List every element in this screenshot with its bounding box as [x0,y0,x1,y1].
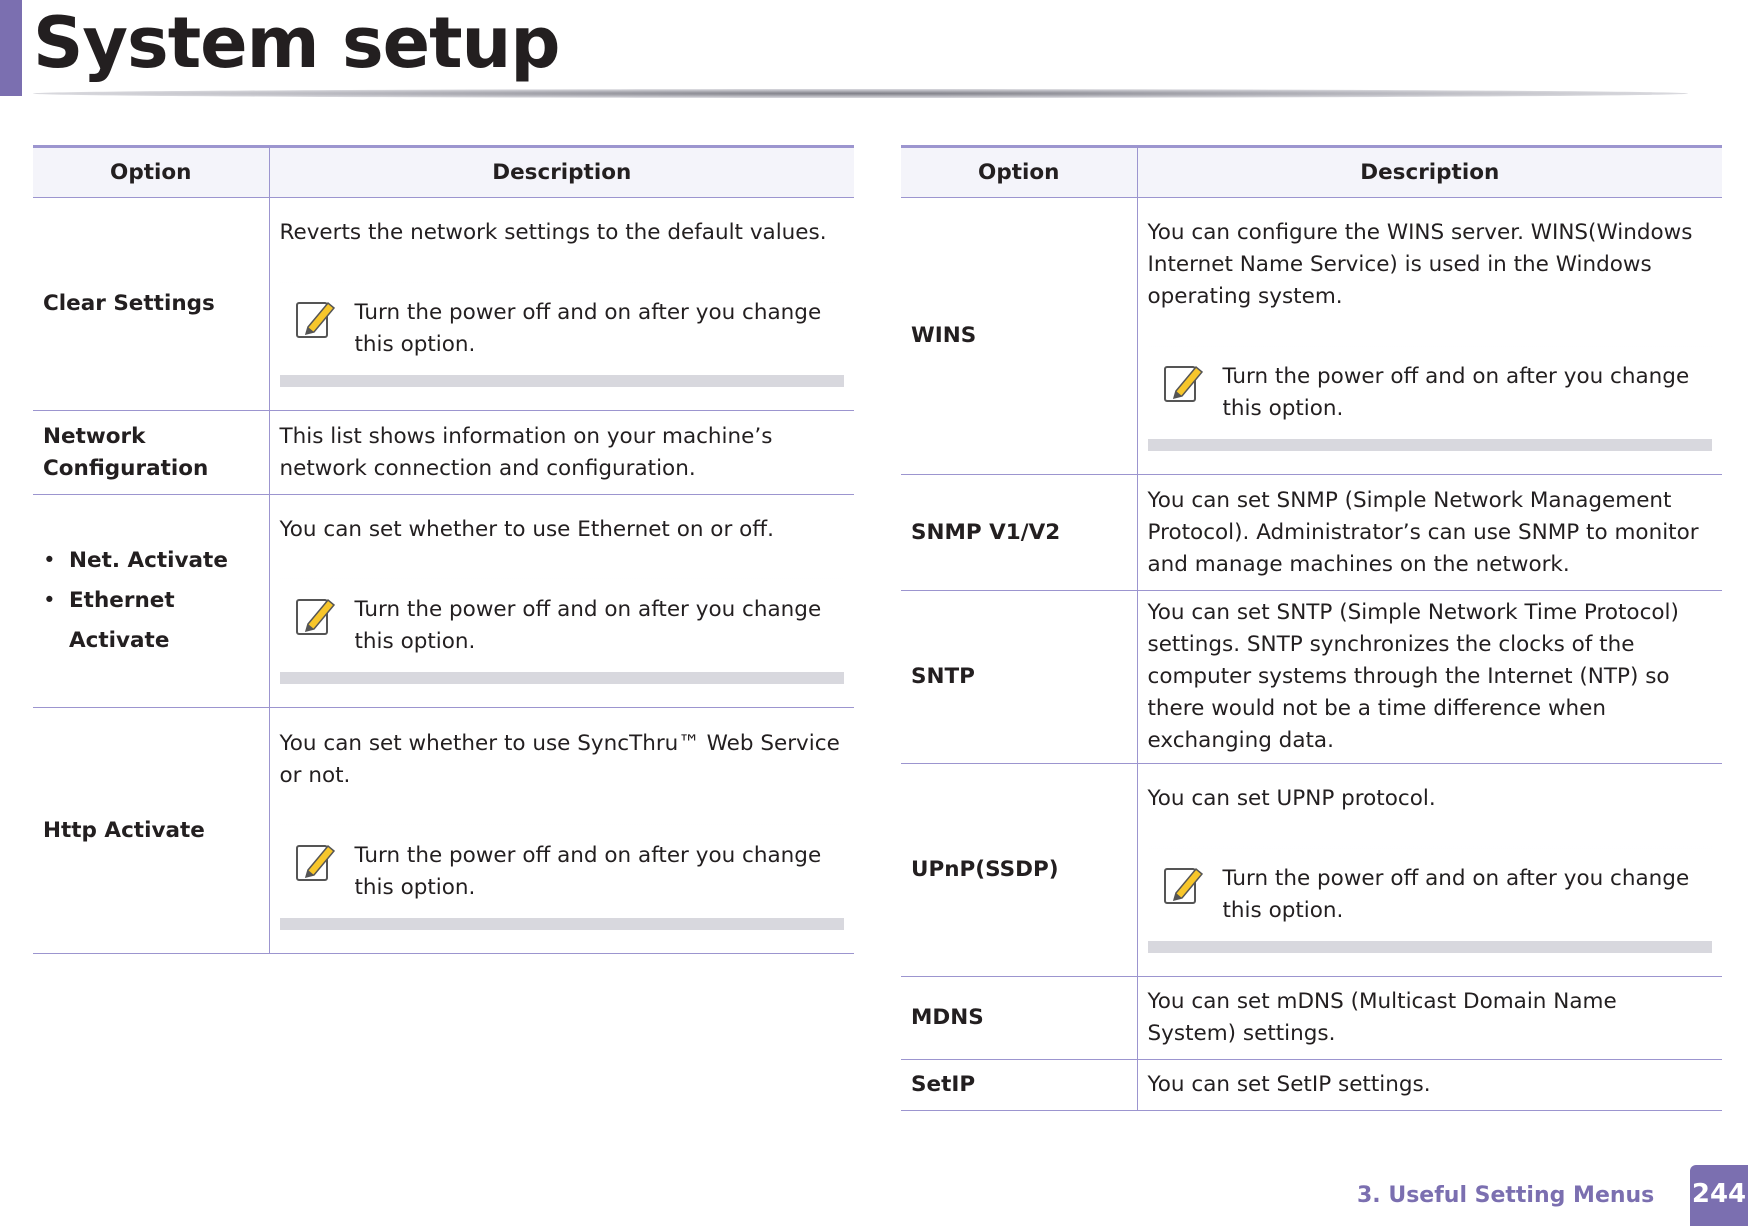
note-text: Turn the power off and on after you change this option. [354,300,822,357]
note-box [1148,335,1713,451]
note-box [280,814,845,930]
bullet-list [41,541,259,661]
note-box [280,271,845,387]
table-row [901,591,1722,764]
pencil-note-icon [294,840,338,884]
footer-section-title: 3. Useful Setting Menus [1357,1183,1655,1208]
table-header-row [901,147,1722,198]
description-cell [269,708,854,954]
description-text: Reverts the network settings to the default values. [279,220,827,245]
bullet-item: • Ethernet Activate [41,581,259,661]
description-text: You can set UPNP protocol. [1147,786,1436,811]
pencil-note-icon [294,297,338,341]
description-column-header: Description [269,147,854,198]
note-text: Turn the power off and on after you change this option. [1222,866,1690,923]
option-name: Network Configuration [33,411,269,495]
description-text: You can set whether to use Ethernet on or off. [279,517,774,542]
pencil-note-icon [294,594,338,638]
description-cell [1137,198,1722,475]
right-options-table [901,145,1722,1111]
page-number: 244 [1690,1165,1748,1226]
description-text: You can set mDNS (Multicast Domain Name System) settings. [1137,977,1722,1060]
option-column-header: Option [33,147,269,198]
option-name-list [33,495,269,708]
option-name: UPnP(SSDP) [901,764,1137,977]
page-title: System setup [33,2,560,84]
left-options-table [33,145,854,954]
description-text: You can set whether to use SyncThru™ Web Service or not. [279,730,840,788]
description-text: You can configure the WINS server. WINS(Windows Internet Name Service) is used in the Windows operating system. [1147,220,1693,309]
description-text: This list shows information on your machine’s network connection and configuration. [269,411,854,495]
table-row [33,495,854,708]
pencil-note-icon [1162,361,1206,405]
option-name: WINS [901,198,1137,475]
note-box [280,568,845,684]
description-column-header: Description [1137,147,1722,198]
table-row [33,708,854,954]
table-row [901,475,1722,591]
description-text: You can set SNMP (Simple Network Management Protocol). Administrator’s can use SNMP to monitor and manage machines on the network. [1137,475,1722,591]
table-row [901,1060,1722,1111]
note-box [1148,837,1713,953]
option-column-header: Option [901,147,1137,198]
option-name: Clear Settings [33,198,269,411]
table-row [901,198,1722,475]
table-row [33,411,854,495]
note-text: Turn the power off and on after you change this option. [1222,364,1690,421]
bullet-item: • Net. Activate [41,541,259,581]
option-name: MDNS [901,977,1137,1060]
table-row [901,764,1722,977]
description-text: You can set SetIP settings. [1137,1060,1722,1111]
table-row [901,977,1722,1060]
note-text: Turn the power off and on after you change this option. [354,842,822,900]
description-cell [1137,764,1722,977]
description-text: You can set SNTP (Simple Network Time Protocol) settings. SNTP synchronizes the clocks of the computer systems through the Internet (NTP) so there would not be a time difference when exchanging data. [1137,591,1722,764]
pencil-note-icon [1162,863,1206,907]
table-row [33,198,854,411]
option-name: Http Activate [33,708,269,954]
description-cell [269,198,854,411]
title-divider [33,89,1688,98]
option-name: SetIP [901,1060,1137,1111]
note-text: Turn the power off and on after you change this option. [354,597,822,654]
option-name: SNTP [901,591,1137,764]
option-name: SNMP V1/V2 [901,475,1137,591]
table-header-row [33,147,854,198]
title-accent-bar [0,0,22,96]
description-cell [269,495,854,708]
